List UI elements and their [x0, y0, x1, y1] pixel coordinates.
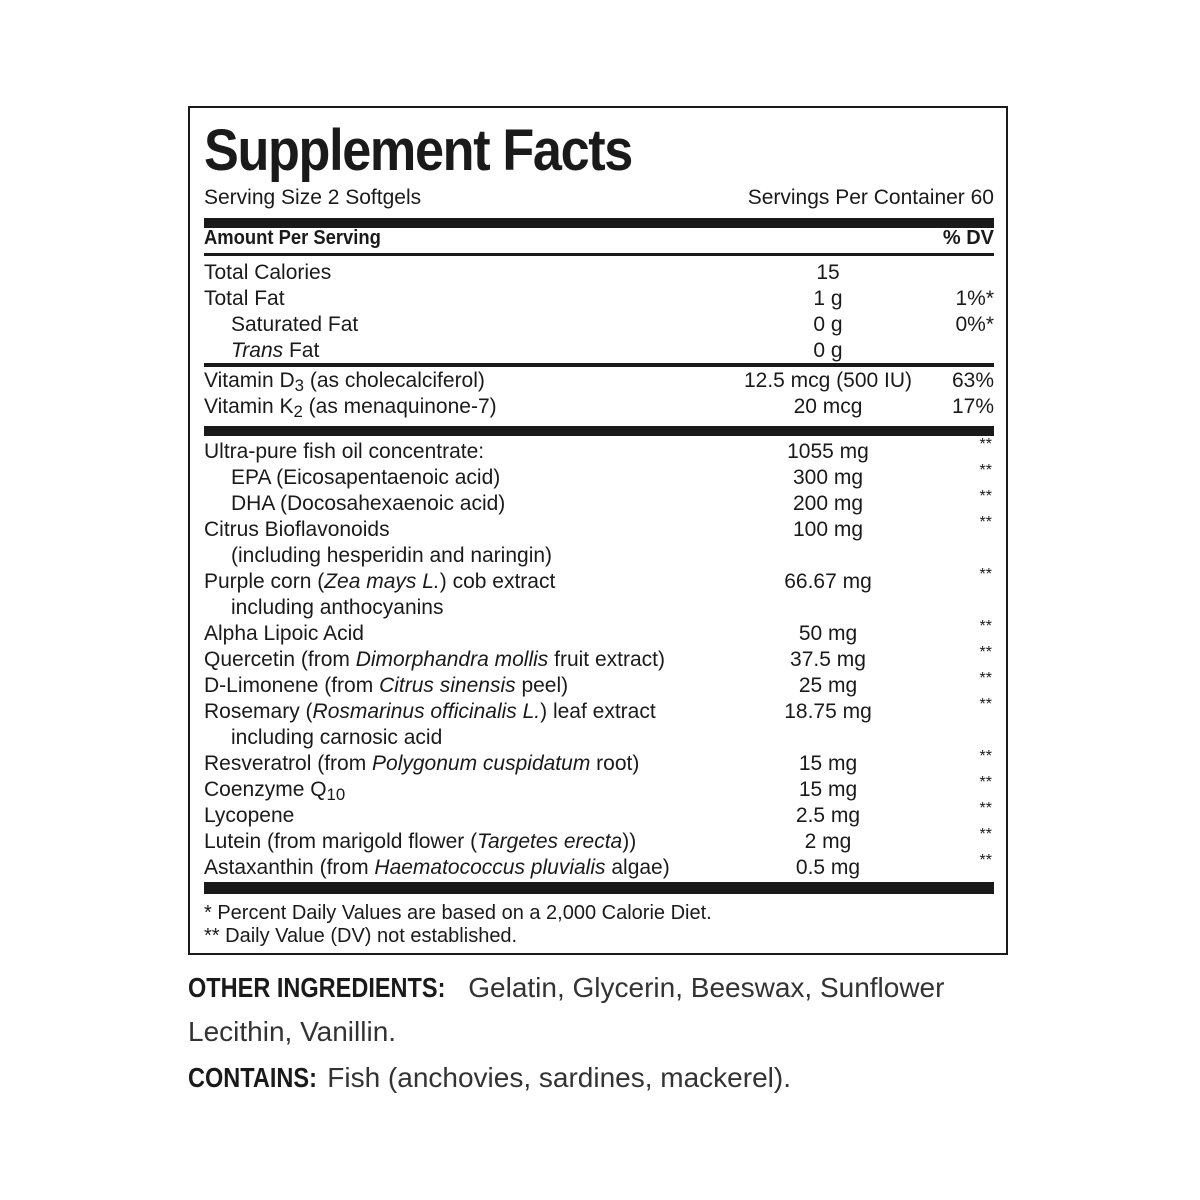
- ingredient-amount: 15 mg: [798, 778, 858, 801]
- medium-divider: [204, 363, 994, 367]
- ingredient-row: [204, 514, 994, 543]
- ingredient-amount: 1055 mg: [787, 440, 869, 463]
- ingredient-dv: **: [979, 774, 992, 791]
- nutrient-amount: 12.5 mcg (500 IU): [743, 369, 913, 392]
- ingredient-row: [204, 800, 994, 829]
- vitamin-row: [204, 394, 994, 420]
- ingredient-amount: 15 mg: [798, 752, 858, 775]
- ingredient-row: [204, 644, 994, 673]
- ingredient-amount: 0.5 mg: [795, 856, 861, 879]
- ingredient-dv: **: [979, 670, 992, 687]
- ingredient-row: [204, 618, 994, 647]
- nutrient-name: Saturated Fat: [231, 313, 359, 336]
- header-divider: [204, 253, 994, 256]
- ingredient-row: [204, 462, 994, 491]
- ingredient-amount: 18.75 mg: [784, 700, 872, 723]
- ingredient-row: [204, 670, 994, 699]
- nutrient-amount: 1 g: [813, 287, 843, 310]
- nutrient-dv: 0%*: [955, 313, 994, 336]
- ingredient-name: Lycopene: [204, 804, 295, 827]
- ingredient-name: including carnosic acid: [231, 726, 443, 749]
- ingredient-name: D-Limonene (from Citrus sinensis peel): [204, 674, 569, 697]
- ingredient-amount: 2.5 mg: [795, 804, 861, 827]
- ingredient-name: DHA (Docosahexaenoic acid): [231, 492, 506, 515]
- ingredient-dv: **: [979, 462, 992, 479]
- ingredient-amount: 66.67 mg: [784, 570, 872, 593]
- vitamin-row: [204, 368, 994, 394]
- nutrient-name: Total Calories: [204, 261, 332, 284]
- nutrient-dv: 1%*: [955, 287, 994, 310]
- ingredient-row: [204, 852, 994, 881]
- ingredient-amount: 50 mg: [798, 622, 858, 645]
- ingredient-row: [204, 748, 994, 777]
- ingredient-row: [204, 566, 994, 595]
- other-ingredients: [188, 966, 1038, 1054]
- ingredient-name: (including hesperidin and naringin): [231, 544, 553, 567]
- ingredient-name: Resveratrol (from Polygonum cuspidatum root): [204, 752, 640, 775]
- nutrient-amount: 20 mcg: [793, 395, 863, 418]
- ingredient-amount: 100 mg: [792, 518, 864, 541]
- ingredient-amount: 37.5 mg: [790, 648, 866, 671]
- ingredient-dv: **: [979, 488, 992, 505]
- dv-header: % DV: [942, 227, 994, 249]
- thick-divider: [204, 426, 994, 436]
- ingredient-name: Rosemary (Rosmarinus officinalis L.) leaf extract: [204, 700, 656, 723]
- nutrient-name: Vitamin $K_2$ (as menaquinone-7): [204, 395, 497, 422]
- ingredient-dv: **: [979, 644, 992, 661]
- ingredient-row: [204, 436, 994, 465]
- footnote-dv: * Percent Daily Values are based on a 2,000 Calorie Diet.: [204, 902, 712, 924]
- nutrient-name: Vitamin $D_3$ (as cholecalciferol): [204, 369, 485, 396]
- nutrient-row: [204, 338, 994, 364]
- thick-divider: [204, 882, 994, 894]
- ingredient-name: Purple corn (Zea mays L.) cob extract: [204, 570, 556, 593]
- ingredient-amount: 2 mg: [804, 830, 852, 853]
- ingredient-row: [204, 696, 994, 725]
- ingredient-name: Lutein (from marigold flower (Targetes erecta)): [204, 830, 637, 853]
- ingredient-row: [204, 774, 994, 805]
- ingredient-name: Alpha Lipoic Acid: [204, 622, 364, 645]
- serving-size: Serving Size 2 Softgels: [204, 186, 422, 209]
- nutrient-name: Trans Fat: [231, 339, 320, 362]
- ingredient-name: Astaxanthin (from Haematococcus pluvialis algae): [204, 856, 670, 879]
- ingredient-dv: **: [979, 852, 992, 869]
- ingredient-amount: 200 mg: [792, 492, 864, 515]
- nutrient-amount: 15: [816, 261, 840, 284]
- ingredient-name: Quercetin (from Dimorphandra mollis fruit extract): [204, 648, 665, 671]
- nutrient-dv: 63%: [951, 369, 994, 392]
- ingredient-row: [204, 488, 994, 517]
- ingredient-dv: **: [979, 618, 992, 635]
- ingredient-name: including anthocyanins: [231, 596, 444, 619]
- ingredient-dv: **: [979, 826, 992, 843]
- other-ingredients-text: Gelatin, Glycerin, Beeswax, Sunflower Lecithin, Vanillin.: [188, 972, 945, 1047]
- ingredient-name: Citrus Bioflavonoids: [204, 518, 390, 541]
- allergen-contains: [188, 1056, 791, 1100]
- ingredient-dv: **: [979, 748, 992, 765]
- ingredient-name: EPA (Eicosapentaenoic acid): [231, 466, 501, 489]
- ingredient-dv: **: [979, 696, 992, 713]
- ingredient-row-continuation: [204, 543, 994, 569]
- nutrient-row: [204, 260, 994, 286]
- amount-per-serving-header: Amount Per Serving: [204, 227, 381, 249]
- ingredient-dv: **: [979, 566, 992, 583]
- nutrient-dv: 17%: [951, 395, 994, 418]
- ingredient-dv: **: [979, 514, 992, 531]
- ingredient-row: [204, 826, 994, 855]
- nutrient-amount: 0 g: [813, 313, 843, 336]
- contains-text: Fish (anchovies, sardines, mackerel).: [319, 1062, 791, 1093]
- other-ingredients-label: OTHER INGREDIENTS:: [188, 972, 446, 1003]
- ingredient-dv: **: [979, 800, 992, 817]
- ingredient-name: Coenzyme $Q_{10}$: [204, 778, 346, 805]
- nutrient-row: [204, 312, 994, 338]
- ingredient-row-continuation: [204, 725, 994, 751]
- footnote-not-established: ** Daily Value (DV) not established.: [204, 925, 518, 947]
- ingredient-name: Ultra-pure fish oil concentrate:: [204, 440, 485, 463]
- panel-title: Supplement Facts: [204, 118, 632, 183]
- contains-label: CONTAINS:: [188, 1062, 317, 1093]
- ingredient-amount: 25 mg: [798, 674, 858, 697]
- nutrient-row: [204, 286, 994, 312]
- ingredient-row-continuation: [204, 595, 994, 621]
- ingredient-dv: **: [979, 436, 992, 453]
- nutrient-name: Total Fat: [204, 287, 285, 310]
- nutrient-amount: 0 g: [813, 339, 843, 362]
- servings-per-container: Servings Per Container 60: [747, 186, 994, 209]
- ingredient-amount: 300 mg: [792, 466, 864, 489]
- supplement-facts-panel: [188, 106, 1008, 955]
